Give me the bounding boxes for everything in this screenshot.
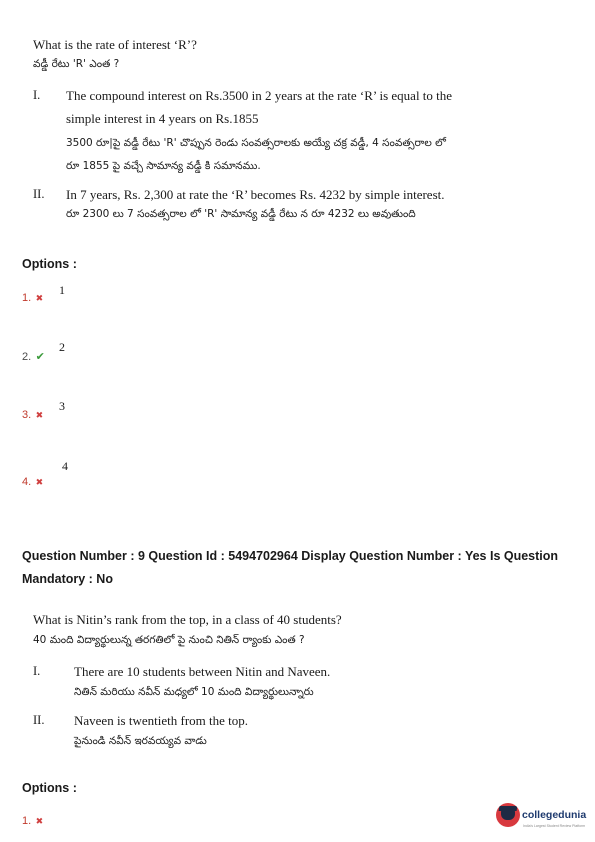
q8-statement-2-roman: II.: [33, 187, 45, 201]
q8-option-1[interactable]: [22, 288, 43, 306]
logo-name: collegedunia: [522, 809, 587, 821]
q8-option-4[interactable]: [22, 472, 43, 490]
q8-option-2-value: 2: [59, 340, 65, 354]
q8-option-3[interactable]: [22, 405, 43, 423]
q9-options-heading: Options :: [22, 781, 77, 795]
q9-statement-2-en: Naveen is twentieth from the top.: [74, 713, 249, 728]
option-number: 3.: [22, 409, 32, 421]
q8-option-4-value: 4: [62, 459, 68, 473]
option-number: 1.: [22, 815, 32, 827]
q8-question-en: What is the rate of interest ‘R’?: [33, 37, 197, 52]
q8-option-2[interactable]: [22, 347, 45, 365]
q9-statement-2-te: పైనుండి నవీన్ ఇరవయ్యవ వాడు: [74, 735, 207, 747]
q9-question-te: 40 మంది విద్యార్థులున్న తరగతిలో పై నుంచి నితిన్ ర్యాంకు ఎంత ?: [33, 634, 305, 646]
cross-icon: ✖: [35, 293, 44, 303]
q9-option-1[interactable]: [22, 811, 43, 829]
q9-statement-1-te: నితిన్ మరియు నవీన్ మధ్యలో 10 మంది విద్యార్థులున్నారు: [74, 686, 314, 698]
q9-statement-1-roman: I.: [33, 664, 41, 678]
q9-meta-line1: Question Number : 9 Question Id : 5494702964 Display Question Number : Yes Is Question: [22, 549, 559, 563]
cross-icon: ✖: [35, 816, 44, 826]
q9-question-en: What is Nitin’s rank from the top, in a class of 40 students?: [33, 612, 342, 627]
option-number: 2.: [22, 351, 32, 363]
q8-statement-2-te-line1: రూ 2300 లు 7 సంవత్సరాల లో 'R' సామాన్య వడ్డీ రేటు న రూ 4232 లు అవుతుంది: [66, 208, 416, 220]
cross-icon: ✖: [35, 477, 44, 487]
q8-statement-1-en-line1: The compound interest on Rs.3500 in 2 years at the rate ‘R’ is equal to the: [66, 88, 453, 103]
q9-statement-1-en: There are 10 students between Nitin and Naveen.: [74, 664, 331, 679]
collegedunia-logo: [496, 803, 586, 828]
logo-tagline: India's Largest Student Review Platform: [523, 824, 586, 828]
q8-statement-1-en-line2: simple interest in 4 years on Rs.1855: [66, 111, 259, 126]
q9-statement-2-roman: II.: [33, 713, 45, 727]
q9-meta-line2: Mandatory : No: [22, 572, 113, 586]
cross-icon: ✖: [35, 410, 44, 420]
q8-statement-1-roman: I.: [33, 88, 41, 102]
option-number: 1.: [22, 292, 32, 304]
q8-statement-1-te-line1: 3500 రూ|పై వడ్డీ రేటు 'R' చొప్పున రెండు సంవత్సరాలకు అయ్యే చక్ర వడ్డీ, 4 సంవత్సరాల లో: [66, 137, 446, 149]
q8-option-1-value: 1: [59, 283, 65, 297]
check-icon: ✔: [35, 351, 45, 363]
q8-option-3-value: 3: [59, 399, 65, 413]
q8-options-heading: Options :: [22, 257, 77, 271]
option-number: 4.: [22, 476, 32, 488]
q8-question-te: వడ్డీ రేటు 'R' ఎంత ?: [33, 58, 120, 70]
logo-mascot-icon: [496, 803, 520, 827]
q8-statement-1-te-line2: రూ 1855 పై వచ్చే సామాన్య వడ్డీ కి సమానము.: [66, 160, 261, 172]
q8-statement-2-en-line1: In 7 years, Rs. 2,300 at rate the ‘R’ becomes Rs. 4232 by simple interest.: [66, 187, 445, 202]
